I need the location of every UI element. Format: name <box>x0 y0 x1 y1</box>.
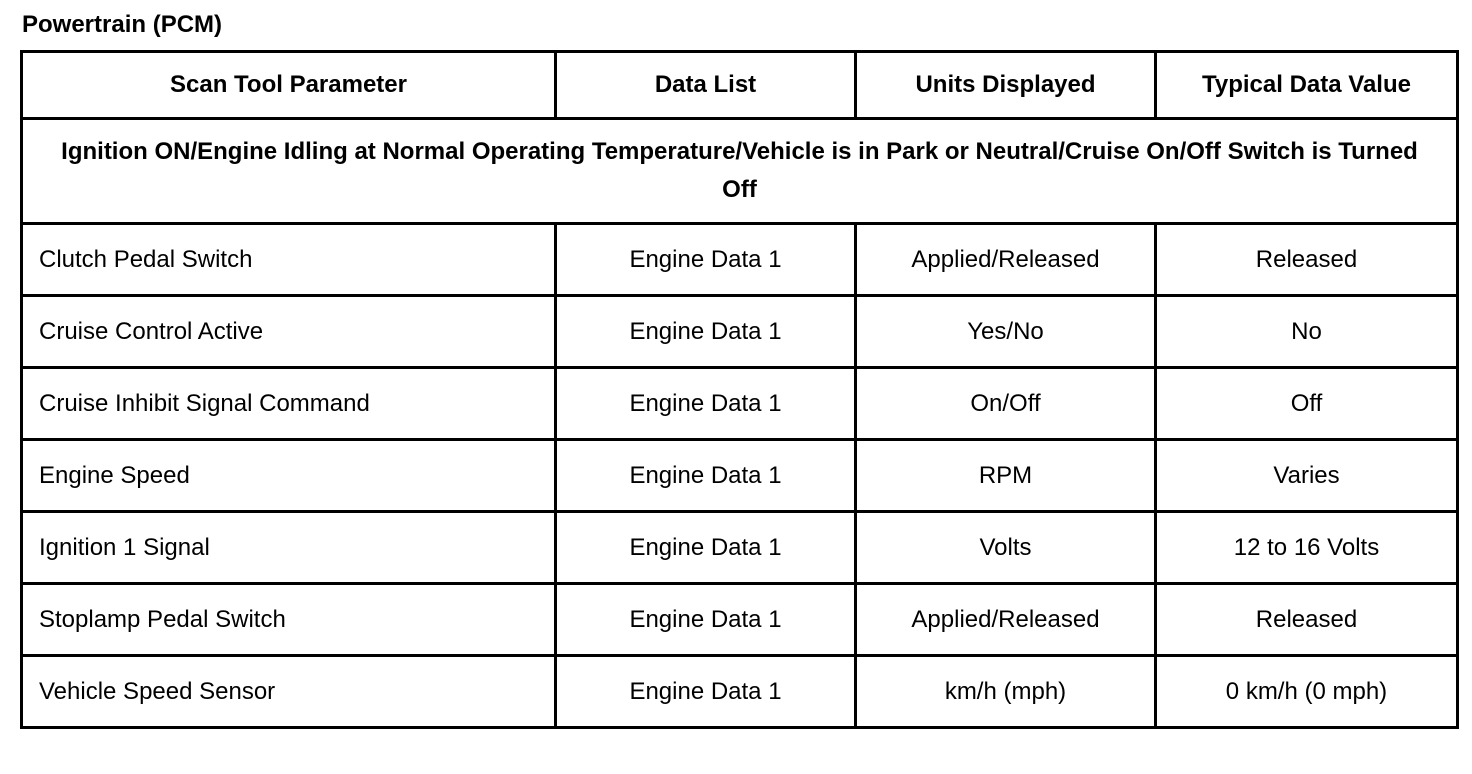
typical-value-cell: Released <box>1156 584 1458 656</box>
data-list-cell: Engine Data 1 <box>556 296 856 368</box>
typical-value-cell: 12 to 16 Volts <box>1156 512 1458 584</box>
table-row <box>22 440 1458 512</box>
header-row <box>22 52 1458 119</box>
table-row <box>22 512 1458 584</box>
data-list-cell: Engine Data 1 <box>556 584 856 656</box>
table-row <box>22 224 1458 296</box>
table-row <box>22 584 1458 656</box>
condition-row <box>22 119 1458 224</box>
parameter-cell: Clutch Pedal Switch <box>22 224 556 296</box>
table-row <box>22 296 1458 368</box>
units-cell: RPM <box>856 440 1156 512</box>
column-header-parameter: Scan Tool Parameter <box>22 52 556 119</box>
test-condition: Ignition ON/Engine Idling at Normal Operating Temperature/Vehicle is in Park or Neutral/Cruise On/Off Switch is Turned Off <box>22 119 1458 224</box>
table-row <box>22 656 1458 728</box>
table-body <box>22 119 1458 728</box>
scan-tool-data-table <box>20 50 1459 729</box>
typical-value-cell: 0 km/h (0 mph) <box>1156 656 1458 728</box>
parameter-cell: Vehicle Speed Sensor <box>22 656 556 728</box>
data-list-cell: Engine Data 1 <box>556 656 856 728</box>
data-list-cell: Engine Data 1 <box>556 368 856 440</box>
column-header-units: Units Displayed <box>856 52 1156 119</box>
column-header-data-list: Data List <box>556 52 856 119</box>
typical-value-cell: Off <box>1156 368 1458 440</box>
parameter-cell: Stoplamp Pedal Switch <box>22 584 556 656</box>
column-header-typical-value: Typical Data Value <box>1156 52 1458 119</box>
typical-value-cell: No <box>1156 296 1458 368</box>
table-row <box>22 368 1458 440</box>
parameter-cell: Cruise Inhibit Signal Command <box>22 368 556 440</box>
units-cell: On/Off <box>856 368 1156 440</box>
parameter-cell: Engine Speed <box>22 440 556 512</box>
parameter-cell: Cruise Control Active <box>22 296 556 368</box>
units-cell: Yes/No <box>856 296 1156 368</box>
units-cell: km/h (mph) <box>856 656 1156 728</box>
typical-value-cell: Released <box>1156 224 1458 296</box>
typical-value-cell: Varies <box>1156 440 1458 512</box>
page-title: Powertrain (PCM) <box>22 11 223 38</box>
units-cell: Applied/Released <box>856 584 1156 656</box>
units-cell: Volts <box>856 512 1156 584</box>
data-list-cell: Engine Data 1 <box>556 512 856 584</box>
data-list-cell: Engine Data 1 <box>556 440 856 512</box>
table-header <box>22 52 1458 119</box>
parameter-cell: Ignition 1 Signal <box>22 512 556 584</box>
data-list-cell: Engine Data 1 <box>556 224 856 296</box>
units-cell: Applied/Released <box>856 224 1156 296</box>
